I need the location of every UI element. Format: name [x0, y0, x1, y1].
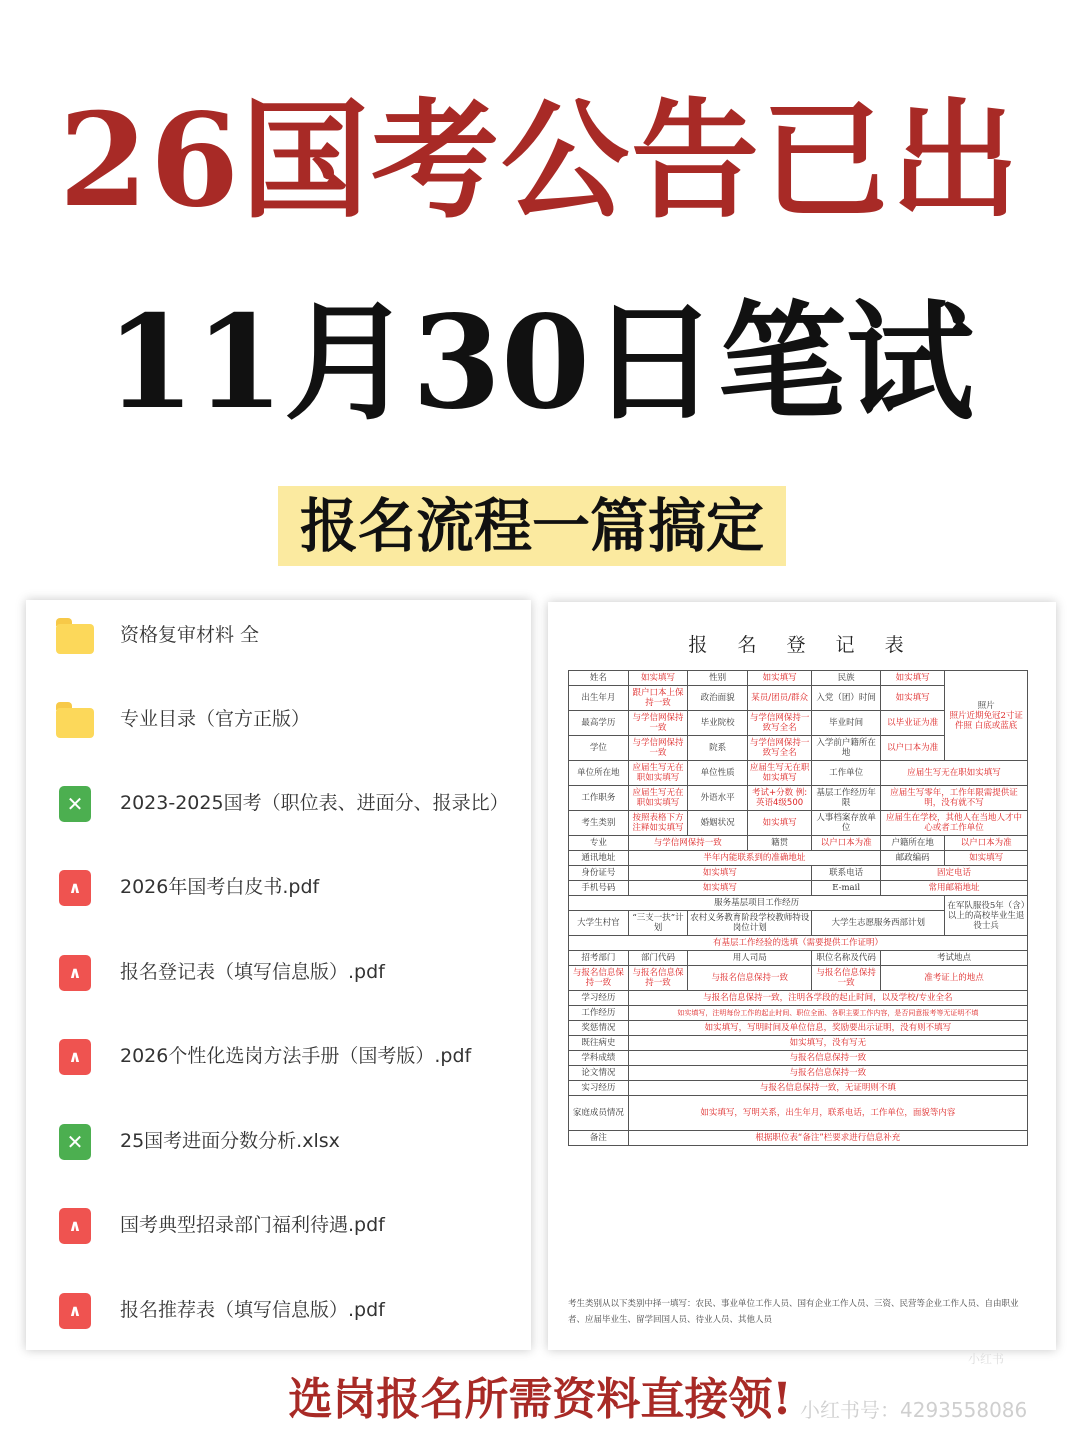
field-value: 以户口本为准	[945, 836, 1028, 851]
field-label: 考试地点	[881, 951, 1028, 966]
field-label: 入学前户籍所在地	[812, 736, 881, 761]
field-value: 常用邮箱地址	[881, 881, 1028, 896]
field-value: 如实填写，没有写无	[628, 1036, 1027, 1051]
field-value: 与学信网保持一致写全名	[747, 711, 811, 736]
field-value: 应届生写无在职如实填写	[628, 786, 688, 811]
pdf-icon: ∧	[59, 870, 91, 906]
file-item[interactable]	[26, 690, 531, 750]
field-label: 职位名称及代码	[812, 951, 881, 966]
file-name: 2023-2025国考（职位表、进面分、报录比）	[120, 792, 509, 814]
field-label: 户籍所在地	[881, 836, 945, 851]
field-value: 如实填写，写明关系，出生年月，联系电话，工作单位，面貌等内容	[628, 1096, 1027, 1131]
field-label: 毕业院校	[688, 711, 748, 736]
field-value: 跟户口本上保持一致	[628, 686, 688, 711]
pdf-icon: ∧	[59, 1039, 91, 1075]
folder-icon	[56, 702, 94, 738]
field-label: 大学生村官	[569, 911, 629, 936]
field-label: 邮政编码	[881, 851, 945, 866]
table-row	[569, 1021, 1028, 1036]
field-label: 人事档案存放单位	[812, 811, 881, 836]
field-label: 招考部门	[569, 951, 629, 966]
file-name: 报名登记表（填写信息版）.pdf	[120, 961, 385, 983]
field-value: 如实填写，注明每份工作的起止时间、职位全面、各职主要工作内容，是否同意报考等无证明不填	[628, 1006, 1027, 1021]
subtitle-banner: 报名流程一篇搞定	[278, 486, 786, 566]
table-row	[569, 1036, 1028, 1051]
field-value: 如实填写	[747, 671, 811, 686]
watermark-text: 小红书号：4293558086	[800, 1398, 1028, 1422]
field-label: 备注	[569, 1131, 629, 1146]
table-row	[569, 936, 1028, 951]
field-label: 姓名	[569, 671, 629, 686]
field-label: 单位所在地	[569, 761, 629, 786]
field-label: 性别	[688, 671, 748, 686]
footer-slogan: 选岗报名所需资料直接领!	[288, 1374, 792, 1425]
field-label: 大学生志愿服务西部计划	[812, 911, 945, 936]
file-item[interactable]	[26, 1027, 531, 1087]
table-row	[569, 811, 1028, 836]
file-item[interactable]	[26, 943, 531, 1003]
file-item[interactable]	[26, 1281, 531, 1341]
field-label: 出生年月	[569, 686, 629, 711]
field-label: 手机号码	[569, 881, 629, 896]
registration-form-card	[548, 602, 1056, 1350]
file-name: 2026个性化选岗方法手册（国考版）.pdf	[120, 1045, 472, 1067]
table-row	[569, 671, 1028, 686]
field-value: 以户口本为准	[881, 736, 945, 761]
field-label: 学位	[569, 736, 629, 761]
headline-line2: 11月30日笔试	[105, 288, 975, 438]
table-row	[569, 896, 1028, 911]
field-label: 奖惩情况	[569, 1021, 629, 1036]
field-label: 外语水平	[688, 786, 748, 811]
field-label: 通讯地址	[569, 851, 629, 866]
field-value: 如实填写	[747, 811, 811, 836]
field-label: 工作单位	[812, 761, 881, 786]
table-row	[569, 951, 1028, 966]
field-label: 部门代码	[628, 951, 688, 966]
registration-table	[568, 670, 1028, 1146]
field-label: 工作经历	[569, 1006, 629, 1021]
table-row	[569, 881, 1028, 896]
file-item[interactable]	[26, 1112, 531, 1172]
field-value: 以毕业证为准	[881, 711, 945, 736]
field-label: 身份证号	[569, 866, 629, 881]
field-label: “三支一扶”计划	[628, 911, 688, 936]
field-label: 院系	[688, 736, 748, 761]
field-value: 应届生写无在职如实填写	[747, 761, 811, 786]
table-row	[569, 1006, 1028, 1021]
table-row	[569, 1081, 1028, 1096]
field-label: 论文情况	[569, 1066, 629, 1081]
field-label: 考生类别	[569, 811, 629, 836]
form-title: 报 名 登 记 表	[688, 634, 916, 656]
file-name: 国考典型招录部门福利待遇.pdf	[120, 1214, 385, 1236]
table-row	[569, 851, 1028, 866]
table-row	[569, 1131, 1028, 1146]
pdf-icon: ∧	[59, 1293, 91, 1329]
file-item[interactable]	[26, 858, 531, 918]
field-label: 毕业时间	[812, 711, 881, 736]
field-value: 与报名信息保持一致	[628, 966, 688, 991]
field-value: 与报名信息保持一致	[688, 966, 812, 991]
field-label: 在军队服役5年（含）以上的高校毕业生退役士兵	[945, 896, 1028, 936]
photo-note: 照片近期免冠2寸证件照 白底或蓝底	[949, 710, 1023, 731]
pdf-icon: ∧	[59, 955, 91, 991]
field-value: 固定电话	[881, 866, 1028, 881]
table-row	[569, 786, 1028, 811]
field-value: 如实填写，写明时间及单位信息，奖励要出示证明，没有则不填写	[628, 1021, 1027, 1036]
watermark-logo: 小红书	[968, 1352, 1005, 1366]
field-value: 如实填写	[628, 866, 812, 881]
folder-icon	[56, 618, 94, 654]
excel-icon: ✕	[59, 1124, 91, 1160]
file-name: 报名推荐表（填写信息版）.pdf	[120, 1299, 385, 1321]
field-label: 婚姻状况	[688, 811, 748, 836]
field-label: 政治面貌	[688, 686, 748, 711]
field-value: 与学信网保持一致写全名	[747, 736, 811, 761]
field-value: 应届生写零年，工作年限需提供证明，没有就不写	[881, 786, 1028, 811]
field-value: 某员/团员/群众	[747, 686, 811, 711]
table-row	[569, 1051, 1028, 1066]
field-label: 民族	[812, 671, 881, 686]
photo-label: 照片	[977, 700, 995, 711]
field-label: 实习经历	[569, 1081, 629, 1096]
field-value: 如实填写	[881, 686, 945, 711]
field-value: 与学信网保持一致	[628, 736, 688, 761]
field-value: 与报名信息保持一致，注明各学段的起止时间，以及学校/专业全名	[628, 991, 1027, 1006]
section-header: 服务基层项目工作经历	[569, 896, 945, 911]
field-value: 与报名信息保持一致	[628, 1066, 1027, 1081]
field-value: 半年内能联系到的准确地址	[628, 851, 880, 866]
field-value: 与报名信息保持一致	[569, 966, 629, 991]
field-value: 如实填写	[628, 671, 688, 686]
pdf-icon: ∧	[59, 1208, 91, 1244]
field-label: 工作职务	[569, 786, 629, 811]
table-row	[569, 966, 1028, 991]
field-value: 根据职位表“备注”栏要求进行信息补充	[628, 1131, 1027, 1146]
table-row	[569, 761, 1028, 786]
table-row	[569, 866, 1028, 881]
field-label: 学科成绩	[569, 1051, 629, 1066]
field-value: 准考证上的地点	[881, 966, 1028, 991]
file-name: 资格复审材料 全	[120, 624, 260, 646]
field-value: 如实填写	[628, 881, 812, 896]
field-value: 有基层工作经验的选填（需要提供工作证明）	[569, 936, 1028, 951]
table-row	[569, 1096, 1028, 1131]
field-value: 与报名信息保持一致	[628, 1051, 1027, 1066]
field-value: 以户口本为准	[812, 836, 881, 851]
file-name: 25国考进面分数分析.xlsx	[120, 1130, 340, 1152]
field-value: 应届生写无在职如实填写	[628, 761, 688, 786]
field-value: 应届生写无在职如实填写	[881, 761, 1028, 786]
field-label: 最高学历	[569, 711, 629, 736]
table-row	[569, 991, 1028, 1006]
field-label: 基层工作经历年限	[812, 786, 881, 811]
file-item[interactable]	[26, 774, 531, 834]
file-item[interactable]	[26, 1196, 531, 1256]
table-row	[569, 836, 1028, 851]
table-row	[569, 1066, 1028, 1081]
field-label: 农村义务教育阶段学校教师特设岗位计划	[688, 911, 812, 936]
field-value: 如实填写	[881, 671, 945, 686]
field-value: 如实填写	[945, 851, 1028, 866]
field-label: 籍贯	[747, 836, 811, 851]
field-label: E-mail	[812, 881, 881, 896]
field-value: 按照表格下方注释如实填写	[628, 811, 688, 836]
field-label: 专业	[569, 836, 629, 851]
field-label: 单位性质	[688, 761, 748, 786]
field-label: 既往病史	[569, 1036, 629, 1051]
photo-cell	[945, 671, 1028, 761]
file-item[interactable]	[26, 606, 531, 666]
excel-icon: ✕	[59, 786, 91, 822]
file-name: 专业目录（官方正版）	[120, 708, 311, 730]
field-value: 应届生在学校，其他人在当地人才中心或者工作单位	[881, 811, 1028, 836]
field-label: 联系电话	[812, 866, 881, 881]
field-value: 与报名信息保持一致，无证明则不填	[628, 1081, 1027, 1096]
file-name: 2026年国考白皮书.pdf	[120, 876, 320, 898]
form-footnote: 考生类别从以下类别中择一填写：农民、事业单位工作人员、国有企业工作人员、三资、民营等企业工作人员、自由职业者、应届毕业生、留学回国人员、待业人员、其他人员	[568, 1299, 1019, 1325]
field-label: 学习经历	[569, 991, 629, 1006]
field-value: 与学信网保持一致	[628, 836, 747, 851]
headline-line1: 26国考公告已出	[58, 86, 1022, 236]
field-value: 考试+分数 例:英语4级500	[747, 786, 811, 811]
field-label: 用人司局	[688, 951, 812, 966]
file-list-card	[26, 600, 531, 1350]
field-value: 与学信网保持一致	[628, 711, 688, 736]
field-label: 家庭成员情况	[569, 1096, 629, 1131]
field-value: 与报名信息保持一致	[812, 966, 881, 991]
field-label: 入党（团）时间	[812, 686, 881, 711]
